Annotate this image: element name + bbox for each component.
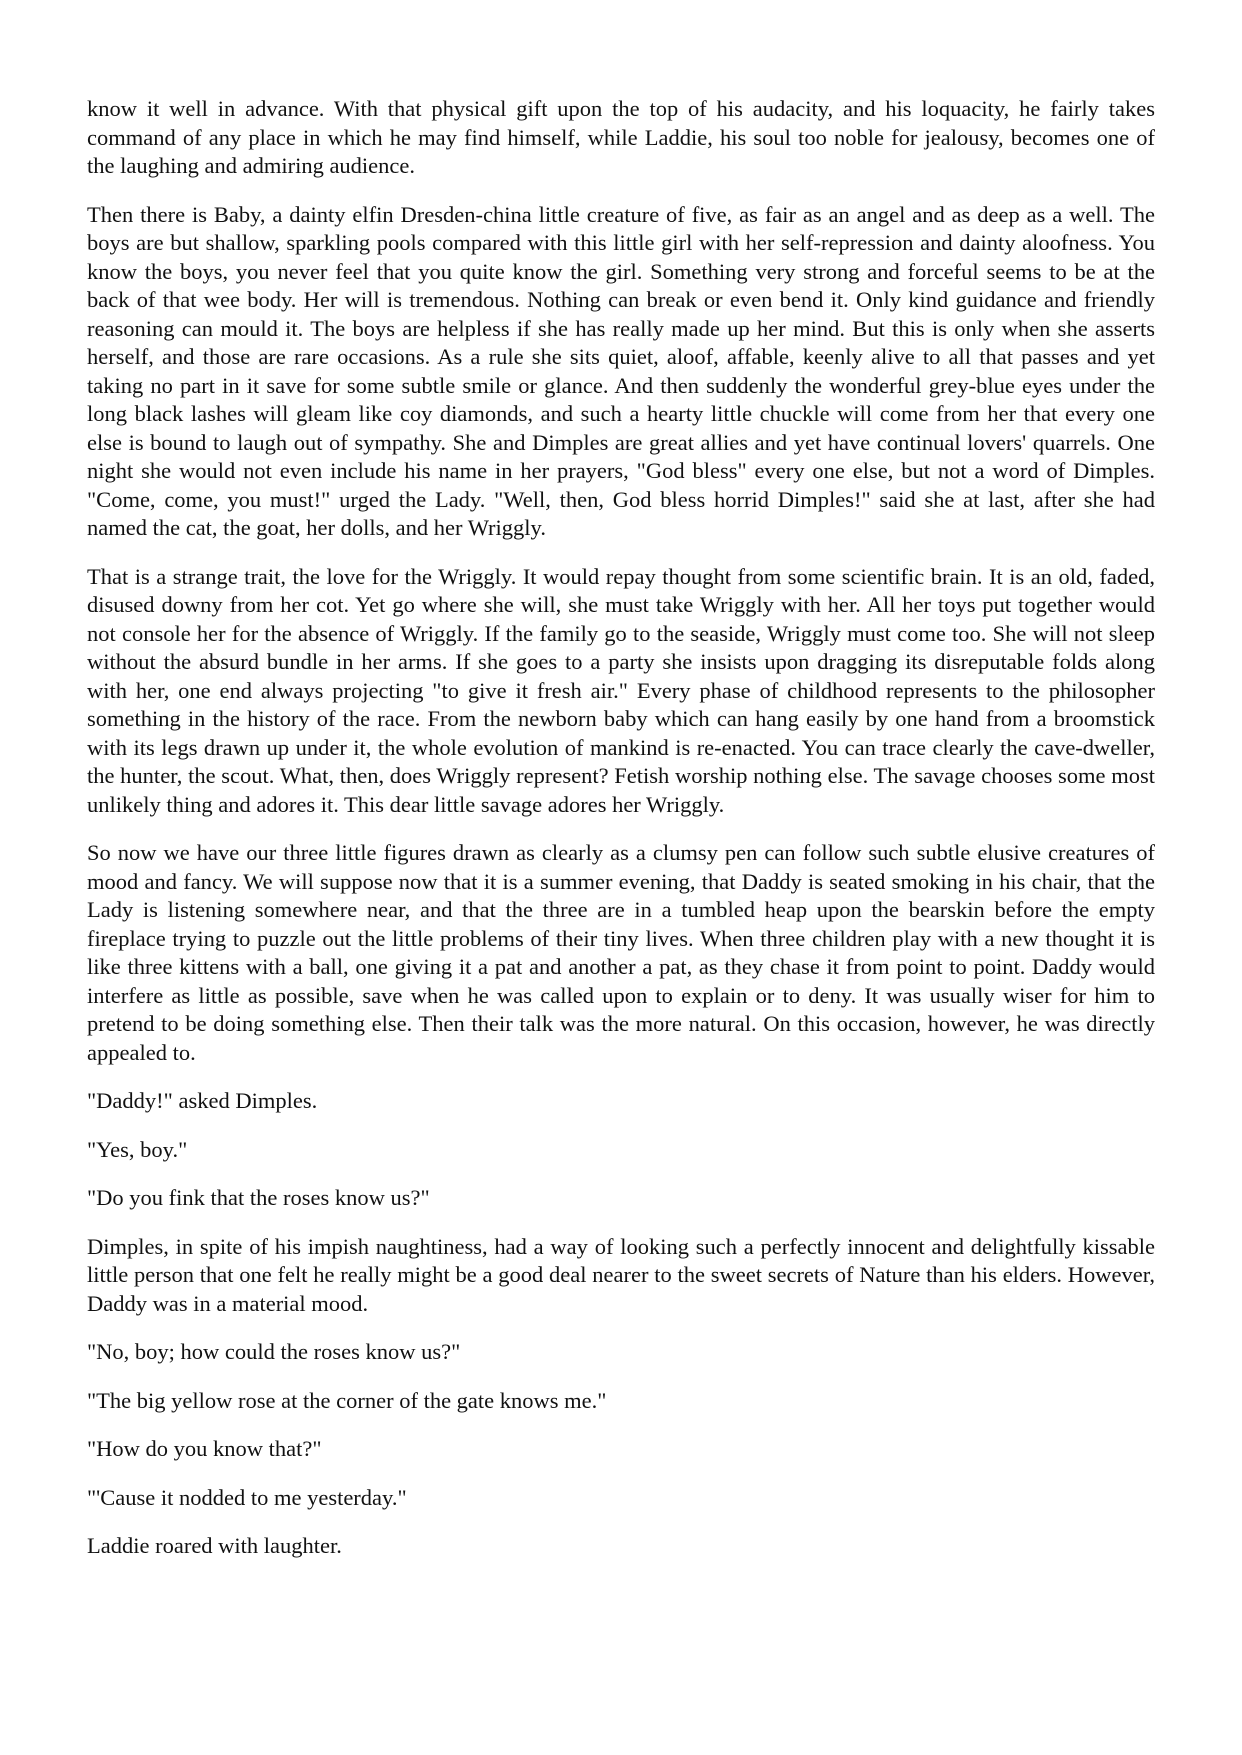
paragraph-summer-evening: So now we have our three little figures drawn as clearly as a clumsy pen can follow such subtle elusive creatures of mood and fancy. We will suppose now that it is a summer evening, that Daddy is seated smoking in his chair, that the Lady is listening somewhere near, and that the three are in a tumbled heap upon the bearskin before the empty fireplace trying to puzzle out the little problems of their tiny lives. When three children play with a new thought it is like three kittens with a ball, one giving it a pat and another a pat, as they chase it from point to point. Daddy would interfere as little as possible, save when he was called upon to explain or to deny. It was usually wiser for him to pretend to be doing something else. Then their talk was the more natural. On this occasion, however, he was directly appealed to. bbox=[87, 840, 1155, 1065]
dialogue-line: "Yes, boy." bbox=[87, 1136, 188, 1162]
dialogue-line: "How do you know that?" bbox=[87, 1436, 322, 1461]
paragraph-baby-description: Then there is Baby, a dainty elfin Dresden-china little creature of five, as fair as an angel and as deep as a well. The boys are but shallow, sparkling pools compared with this little girl with her self-repression and dainty aloofness. You know the boys, you never feel that you quite know the girl. Something very strong and forceful seems to be at the back of that wee body. Her will is tremendous. Nothing can break or even bend it. Only kind guidance and friendly reasoning can mould it. The boys are helpless if she has really made up her mind. But this is only when she asserts herself, and those are rare occasions. As a rule she sits quiet, aloof, affable, keenly alive to all that passes and yet taking no part in it save for some subtle smile or glance. And then suddenly the wonderful grey-blue eyes under the long black lashes will gleam like coy diamonds, and such a hearty little chuckle will come from her that every one else is bound to laugh out of sympathy. She and Dimples are great allies and yet have continual lovers' quarrels. One night she would not even include his name in her prayers, "God bless" every one else, but not a word of Dimples. "Come, come, you must!" urged the Lady. "Well, then, God bless horrid Dimples!" said she at last, after she had named the cat, the goat, her dolls, and her Wriggly. bbox=[87, 201, 1155, 540]
paragraph-laddie-laughter: Laddie roared with laughter. bbox=[87, 1533, 342, 1558]
paragraph-wriggly: That is a strange trait, the love for the Wriggly. It would repay thought from some scientific brain. It is an old, faded, disused downy from her cot. Yet go where she will, she must take Wriggly with her. All her toys put together would not console her for the absence of Wriggly. If the family go to the seaside, Wriggly must come too. She will not sleep without the absurd bundle in her arms. If she goes to a party she insists upon dragging its disreputable folds along with her, one end always projecting "to give it fresh air." Every phase of childhood represents to the philosopher something in the history of the race. From the newborn baby which can hang easily by one hand from a broomstick with its legs drawn up under it, the whole evolution of mankind is re-enacted. You can trace clearly the cave-dweller, the hunter, the scout. What, then, does Wriggly represent? Fetish worship nothing else. The savage chooses some most unlikely thing and adores it. This dear little savage adores her Wriggly. bbox=[87, 563, 1155, 817]
dialogue-line: "Do you fink that the roses know us?" bbox=[87, 1185, 430, 1210]
dialogue-line: "No, boy; how could the roses know us?" bbox=[87, 1339, 461, 1364]
document-page bbox=[87, 95, 1155, 1581]
paragraph-laddie-audience: know it well in advance. With that physical gift upon the top of his audacity, and his loquacity, he fairly takes command of any place in which he may find himself, while Laddie, his soul too noble for jealousy, becomes one of the laughing and admiring audience. bbox=[87, 96, 1155, 178]
paragraph-dimples-innocent: Dimples, in spite of his impish naughtiness, had a way of looking such a perfectly innocent and delightfully kissable little person that one felt he really might be a good deal nearer to the sweet secrets of Nature than his elders. However, Daddy was in a material mood. bbox=[87, 1233, 1155, 1316]
dialogue-line: "The big yellow rose at the corner of the gate knows me." bbox=[87, 1387, 607, 1413]
dialogue-line: "'Cause it nodded to me yesterday." bbox=[87, 1484, 407, 1510]
dialogue-line: "Daddy!" asked Dimples. bbox=[87, 1088, 318, 1113]
